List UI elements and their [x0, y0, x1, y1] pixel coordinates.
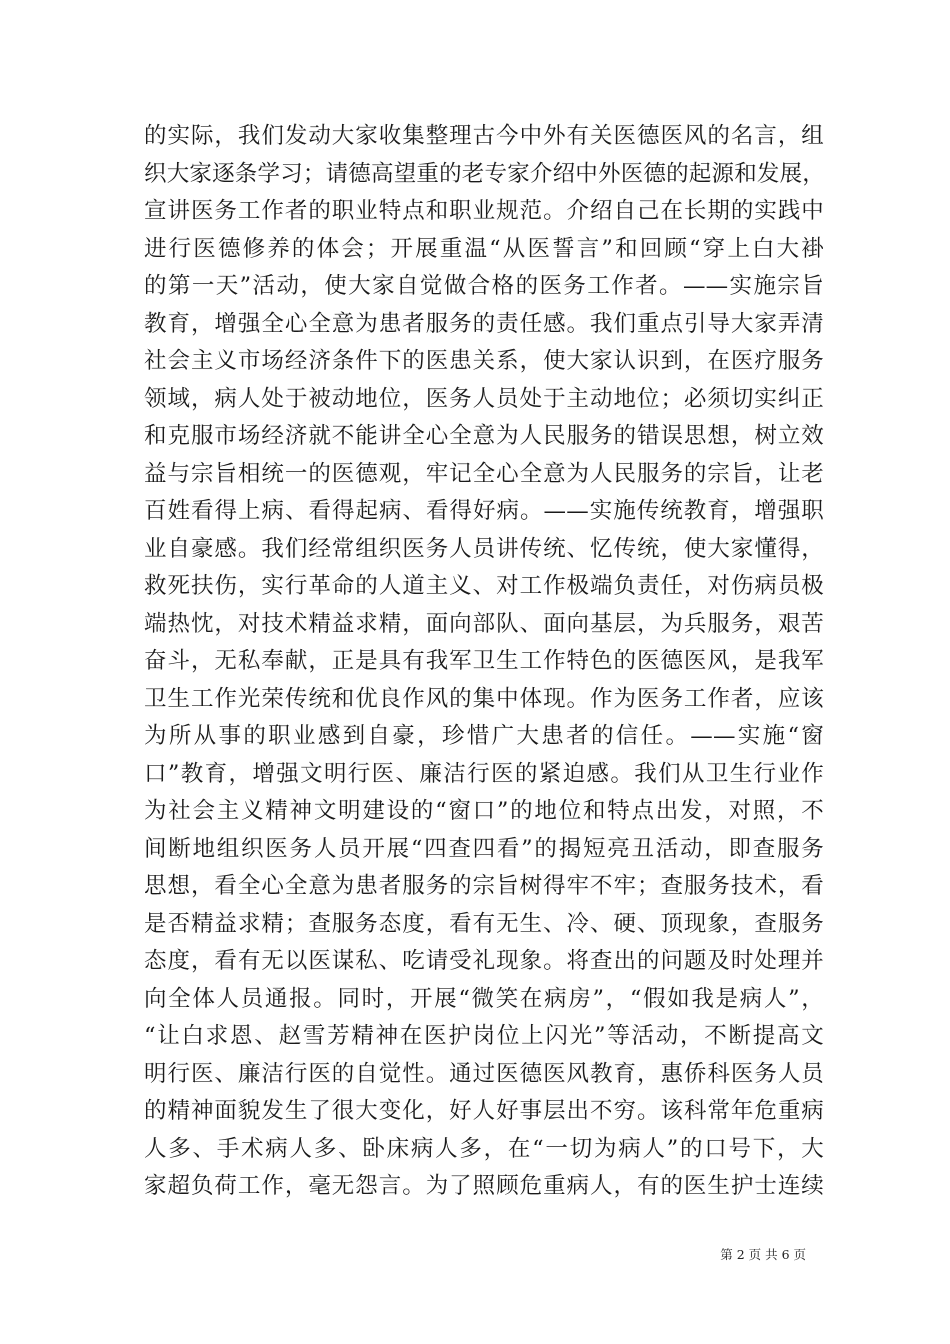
text-line: 口”教育，增强文明行医、廉洁行医的紧迫感。我们从卫生行业作 — [144, 760, 824, 787]
body-text — [144, 118, 824, 1206]
text-line: 人多、手术病人多、卧床病人多，在“一切为病人”的口号下，大 — [144, 1135, 824, 1162]
text-line: 的实际，我们发动大家收集整理古今中外有关医德医风的名言，组 — [144, 123, 824, 149]
text-line: 社会主义市场经济条件下的医患关系，使大家认识到，在医疗服务 — [144, 348, 824, 374]
text-line: 为所从事的职业感到自豪，珍惜广大患者的信任。——实施“窗 — [144, 723, 824, 749]
text-line: 向全体人员通报。同时，开展“微笑在病房”，“假如我是病人”， — [144, 985, 824, 1012]
text-line: 和克服市场经济就不能讲全心全意为人民服务的错误思想，树立效 — [144, 423, 824, 449]
text-line: 百姓看得上病、看得起病、看得好病。——实施传统教育，增强职 — [144, 498, 824, 524]
text-line: 教育，增强全心全意为患者服务的责任感。我们重点引导大家弄清 — [144, 310, 824, 337]
text-line: 态度，看有无以医谋私、吃请受礼现象。将查出的问题及时处理并 — [144, 948, 824, 974]
text-line: 为社会主义精神文明建设的“窗口”的地位和特点出发，对照，不 — [144, 798, 824, 824]
text-line: 益与宗旨相统一的医德观，牢记全心全意为人民服务的宗旨，让老 — [144, 460, 824, 487]
text-line: 明行医、廉洁行医的自觉性。通过医德医风教育，惠侨科医务人员 — [144, 1060, 824, 1087]
text-line: 领域，病人处于被动地位，医务人员处于主动地位；必须切实纠正 — [144, 385, 824, 412]
text-line: 奋斗，无私奉献，正是具有我军卫生工作特色的医德医风，是我军 — [144, 648, 824, 674]
text-line: 思想，看全心全意为患者服务的宗旨树得牢不牢；查服务技术，看 — [144, 873, 824, 899]
text-line: 是否精益求精；查服务态度，看有无生、冷、硬、顶现象，查服务 — [144, 910, 824, 937]
text-line: 业自豪感。我们经常组织医务人员讲传统、忆传统，使大家懂得， — [144, 535, 824, 562]
text-line: 救死扶伤，实行革命的人道主义、对工作极端负责任，对伤病员极 — [144, 573, 824, 599]
text-line: 卫生工作光荣传统和优良作风的集中体现。作为医务工作者，应该 — [144, 685, 824, 712]
text-line: “让白求恩、赵雪芳精神在医护岗位上闪光”等活动，不断提高文 — [144, 1023, 824, 1049]
text-line: 间断地组织医务人员开展“四查四看”的揭短亮丑活动，即查服务 — [144, 835, 824, 862]
text-line: 端热忱，对技术精益求精，面向部队、面向基层，为兵服务，艰苦 — [144, 610, 824, 637]
text-line: 织大家逐条学习；请德高望重的老专家介绍中外医德的起源和发展， — [144, 160, 826, 187]
text-line: 宣讲医务工作者的职业特点和职业规范。介绍自己在长期的实践中 — [144, 198, 824, 224]
text-line: 的第一天”活动，使大家自觉做合格的医务工作者。——实施宗旨 — [144, 273, 824, 299]
text-line: 进行医德修养的体会；开展重温“从医誓言”和回顾“穿上白大褂 — [144, 235, 824, 262]
page-number-footer: 第 2 页 共 6 页 — [720, 1247, 806, 1262]
text-line: 家超负荷工作，毫无怨言。为了照顾危重病人，有的医生护士连续 — [144, 1173, 824, 1199]
text-line: 的精神面貌发生了很大变化，好人好事层出不穷。该科常年危重病 — [144, 1098, 824, 1124]
